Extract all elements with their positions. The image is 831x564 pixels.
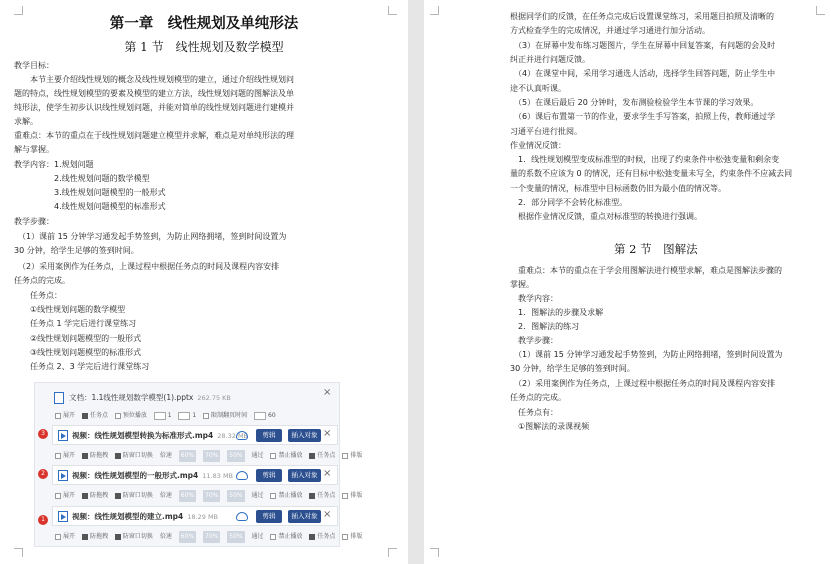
video-size: 18.29 MB xyxy=(187,513,219,521)
paragraph-line: （2）采用案例作为任务点，上课过程中根据任务点的时间及课程内容安排 xyxy=(14,262,280,271)
section-title: 第 2 节 图解法 xyxy=(614,242,698,256)
paragraph-line: ①图解法的录课视频 xyxy=(510,422,590,431)
speed-option[interactable]: 70% xyxy=(203,450,220,462)
task-point-checkbox[interactable]: 任务点 xyxy=(309,450,335,462)
paragraph-line: 2.线性规划问题的数学模型 xyxy=(14,174,150,183)
speed-option[interactable]: 50% xyxy=(227,450,244,462)
video-attachment[interactable] xyxy=(52,465,338,485)
paragraph-line: 2．图解法的练习 xyxy=(510,322,580,331)
section-title: 第 1 节 线性规划及数学模型 xyxy=(124,40,284,54)
chapter-title: 第一章 线性规划及单纯形法 xyxy=(109,15,299,32)
paragraph-line: 任务点： xyxy=(14,291,62,300)
expand-toggle[interactable]: 展开 xyxy=(55,490,75,502)
page-gutter xyxy=(408,0,424,564)
time-limit-input[interactable]: 60 xyxy=(254,410,276,422)
video-name: 视频：线性规划模型转换为标准形式.mp4 xyxy=(72,431,214,440)
paragraph-line: （5）在课后最后 20 分钟时，发布测验检验学生本节课的学习效果。 xyxy=(510,98,759,107)
expand-toggle[interactable]: 展开 xyxy=(55,450,75,462)
video-size: 11.83 MB xyxy=(202,472,234,480)
paragraph-line: 30 分钟，给学生足够的签到时间。 xyxy=(14,246,139,255)
task-point-checkbox[interactable]: 任务点 xyxy=(309,490,335,502)
paragraph-line: 求解。 xyxy=(14,117,38,126)
paragraph-line: 重难点：本节的重点在于学会用图解法进行模型求解，难点是图解法步骤的 xyxy=(510,266,782,275)
layout-checkbox[interactable]: 排版 xyxy=(342,531,362,543)
cloud-icon[interactable] xyxy=(236,471,248,480)
paragraph-line: 3.线性规划问题模型的一般形式 xyxy=(14,188,166,197)
page-time-limit-checkbox[interactable]: 限制翻页时间 xyxy=(203,410,247,422)
paragraph-line: ②线性规划问题模型的一般形式 xyxy=(14,334,142,343)
file-icon xyxy=(54,392,64,404)
paragraph-line: 方式检查学生的完成情况，并通过学习通进行加分活动。 xyxy=(510,26,710,35)
paragraph-line: 教学内容： xyxy=(510,294,558,303)
cut-button[interactable]: 剪辑 xyxy=(256,469,282,482)
paragraph-line: （2）采用案例作为任务点，上课过程中根据任务点的时间及课程内容安排 xyxy=(510,379,776,388)
document-size: 262.75 KB xyxy=(197,394,231,402)
expand-toggle[interactable]: 展开 xyxy=(55,531,75,543)
page-corner-mark xyxy=(388,548,397,557)
paragraph-line: 4.线性规划问题模型的标准形式 xyxy=(14,202,166,211)
paragraph-line: 教学内容：1.规划问题 xyxy=(14,160,94,169)
paragraph-line: 纠正并进行问题反馈。 xyxy=(510,55,590,64)
disable-play-checkbox[interactable]: 禁止播放 xyxy=(270,531,302,543)
paragraph-line: （1）课前 15 分钟学习通发起手势签到，为防止网络拥堵，签到时间设置为 xyxy=(14,232,287,241)
task-point-checkbox[interactable]: 任务点 xyxy=(309,531,335,543)
cut-button[interactable]: 剪辑 xyxy=(256,510,282,523)
paragraph-line: 作业情况反馈： xyxy=(510,141,566,150)
video-name: 视频：线性规划模型的建立.mp4 xyxy=(72,512,184,521)
page-corner-mark xyxy=(14,548,23,557)
document-options xyxy=(55,410,281,422)
document-page-right xyxy=(424,0,831,564)
disable-play-checkbox[interactable]: 禁止播放 xyxy=(270,450,302,462)
speed-option[interactable]: 60% xyxy=(179,490,196,502)
video-attachment[interactable] xyxy=(52,425,338,445)
speed-option[interactable]: 50% xyxy=(227,490,244,502)
close-icon[interactable]: × xyxy=(323,509,332,520)
video-options xyxy=(55,450,367,462)
paragraph-line: 任务点有： xyxy=(510,408,558,417)
paragraph-line: 掌握。 xyxy=(510,280,534,289)
layout-checkbox[interactable]: 排版 xyxy=(342,450,362,462)
close-icon[interactable]: × xyxy=(323,428,332,439)
paragraph-line: 任务点的完成。 xyxy=(510,393,566,402)
paragraph-line: 1．线性规划模型变成标准型的时候，出现了约束条件中松弛变量和剩余变 xyxy=(510,155,780,164)
paragraph-line: 根据作业情况反馈，重点对标准型的转换进行强调。 xyxy=(510,212,702,221)
insert-object-button[interactable]: 插入对象 xyxy=(288,510,321,523)
order-badge: 1 xyxy=(38,515,48,525)
paragraph-line: （4）在课堂中间，采用学习通选人活动，选择学生回答问题，防止学生中 xyxy=(510,69,776,78)
anti-window-switch-checkbox[interactable]: 防窗口切换 xyxy=(115,490,153,502)
cut-button[interactable]: 剪辑 xyxy=(256,429,282,442)
document-name: 文档：1.1线性规划数学模型(1).pptx xyxy=(69,393,194,402)
paragraph-line: ③线性规划问题模型的标准形式 xyxy=(14,348,142,357)
paragraph-line: 题的特点，线性规划模型的要素及模型的建立方法，线性规划问题的图解法及单 xyxy=(14,89,294,98)
expand-toggle[interactable]: 展开 xyxy=(55,410,75,422)
preview-play-checkbox[interactable]: 预位播放 xyxy=(115,410,147,422)
video-size: 28.32 MB xyxy=(217,432,249,440)
document-attachment[interactable] xyxy=(46,388,364,408)
speed-label: 倍速 xyxy=(159,452,172,459)
paragraph-line: 2．部分同学不会转化标准型。 xyxy=(510,198,628,207)
disable-play-checkbox[interactable]: 禁止播放 xyxy=(270,490,302,502)
paragraph-line: 教学目标： xyxy=(14,61,54,70)
paragraph-line: 教学步骤： xyxy=(14,217,54,226)
video-attachment[interactable] xyxy=(52,506,338,526)
order-badge: 2 xyxy=(38,469,48,479)
video-name: 视频：线性规划模型的一般形式.mp4 xyxy=(72,471,199,480)
video-options xyxy=(55,531,367,543)
paragraph-line: 解与掌握。 xyxy=(14,145,54,154)
speed-option[interactable]: 70% xyxy=(203,490,220,502)
paragraph-line: 习通平台进行批阅。 xyxy=(510,127,582,136)
page-corner-mark xyxy=(430,548,439,557)
paragraph-line: 纯形法，使学生初步认识线性规划问题，并能对简单的线性规划问题进行建模并 xyxy=(14,103,294,112)
speed-label: 倍速 xyxy=(159,492,172,499)
anti-window-switch-checkbox[interactable]: 防窗口切换 xyxy=(115,531,153,543)
speed-option[interactable]: 50% xyxy=(227,531,244,543)
cloud-icon[interactable] xyxy=(236,431,248,440)
page-corner-mark xyxy=(816,6,825,15)
task-point-checkbox[interactable]: 任务点 xyxy=(82,410,108,422)
speed-option[interactable]: 60% xyxy=(179,531,196,543)
paragraph-line: （3）在屏幕中发布练习题图片，学生在屏幕中回复答案，有问题的会及时 xyxy=(510,41,776,50)
paragraph-line: 任务点 2、3 学完后进行课堂练习 xyxy=(14,362,150,371)
video-file-icon xyxy=(58,430,68,441)
pass-label: 通过 xyxy=(251,452,264,459)
paragraph-line: 教学步骤： xyxy=(510,336,558,345)
anti-drag-checkbox[interactable]: 防拖拽 xyxy=(82,450,108,462)
paragraph-line: 本节主要介绍线性规划的概念及线性规划模型的建立，通过介绍线性规划问 xyxy=(14,75,294,84)
paragraph-line: ①线性规划问题的数学模型 xyxy=(14,305,126,314)
paragraph-line: 任务点的完成。 xyxy=(14,276,70,285)
pass-label: 通过 xyxy=(251,492,264,499)
paragraph-line: 重难点：本节的重点在于线性规划问题建立模型并求解，难点是对单纯形法的理 xyxy=(14,131,294,140)
paragraph-line: 根据同学们的反馈，在任务点完成后设置课堂练习，采用题目拍照及清晰的 xyxy=(510,12,774,21)
cloud-icon[interactable] xyxy=(236,512,248,521)
paragraph-line: 任务点 1 学完后进行课堂练习 xyxy=(14,319,137,328)
page-to-input[interactable]: 1 xyxy=(178,410,196,422)
video-file-icon xyxy=(58,511,68,522)
paragraph-line: （6）课后布置第一节的作业，要求学生手写答案，拍照上传，教师通过学 xyxy=(510,112,776,121)
speed-option[interactable]: 70% xyxy=(203,531,220,543)
anti-drag-checkbox[interactable]: 防拖拽 xyxy=(82,490,108,502)
speed-option[interactable]: 60% xyxy=(179,450,196,462)
paragraph-line: （1）课前 15 分钟学习通发起手势签到，为防止网络拥堵，签到时间设置为 xyxy=(510,350,783,359)
video-file-icon xyxy=(58,470,68,481)
paragraph-line: 1．图解法的步骤及求解 xyxy=(510,308,604,317)
close-icon[interactable]: × xyxy=(323,468,332,479)
page-corner-mark xyxy=(430,6,439,15)
paragraph-line: 量的系数不应该为 0 的情况，还有目标中松弛变量未写全，约束条件不应减去同 xyxy=(510,169,793,178)
pass-label: 通过 xyxy=(251,533,264,540)
speed-label: 倍速 xyxy=(159,533,172,540)
paragraph-line: 途不认真听课。 xyxy=(510,84,566,93)
close-icon[interactable]: × xyxy=(323,387,332,398)
anti-drag-checkbox[interactable]: 防拖拽 xyxy=(82,531,108,543)
video-options xyxy=(55,490,367,502)
paragraph-line: 一个变量的情况，标准型中目标函数仍旧为最小值的情况等。 xyxy=(510,184,726,193)
insert-object-button[interactable]: 插入对象 xyxy=(288,429,321,442)
anti-window-switch-checkbox[interactable]: 防窗口切换 xyxy=(115,450,153,462)
insert-object-button[interactable]: 插入对象 xyxy=(288,469,321,482)
paragraph-line: 30 分钟，给学生足够的签到时间。 xyxy=(510,364,635,373)
page-from-input[interactable]: 1 xyxy=(154,410,172,422)
layout-checkbox[interactable]: 排版 xyxy=(342,490,362,502)
order-badge: 3 xyxy=(38,429,48,439)
